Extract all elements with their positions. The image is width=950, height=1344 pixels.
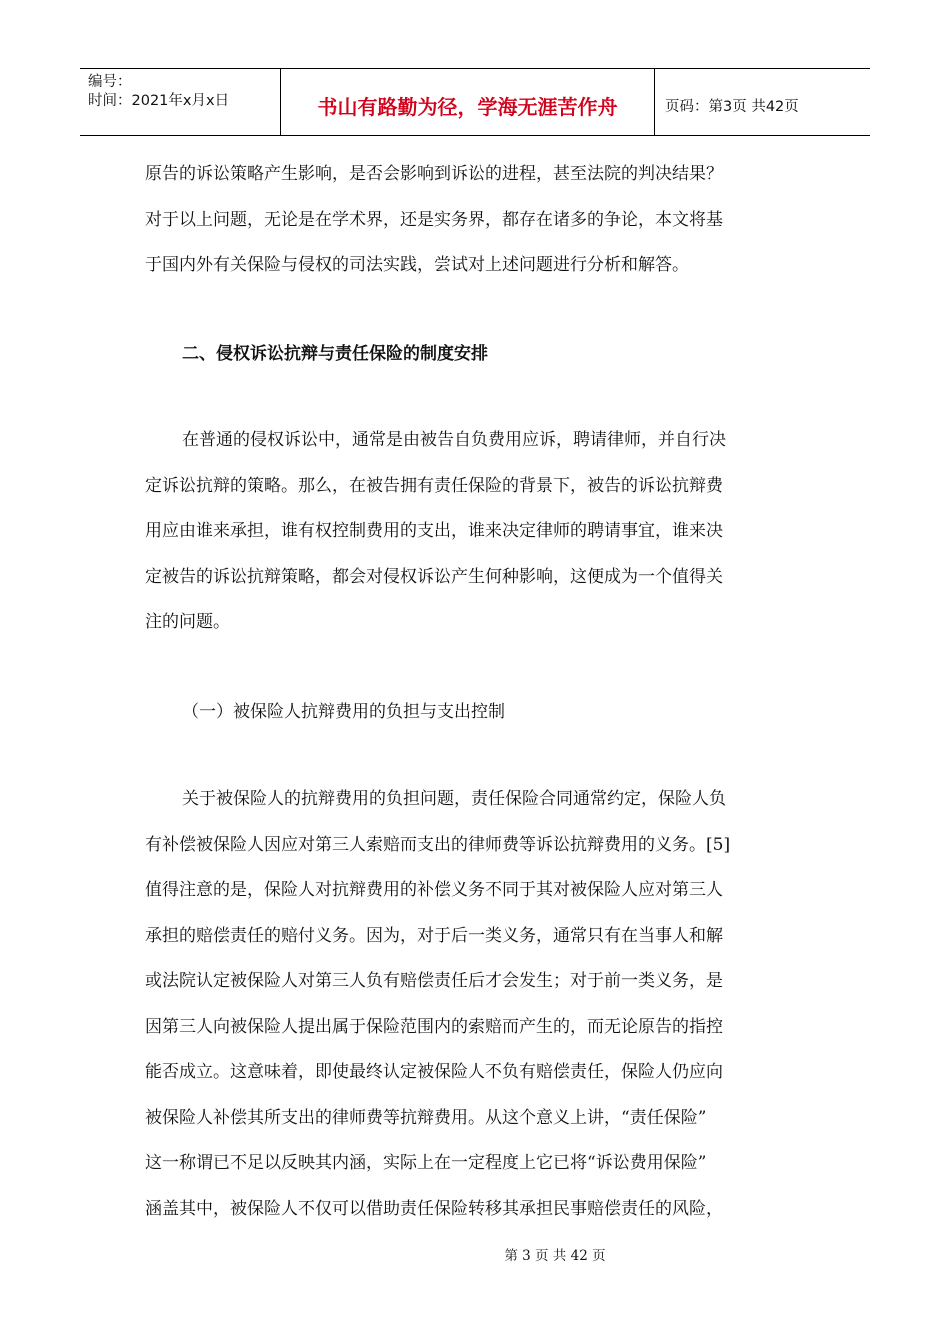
text-line: 关于被保险人的抗辩费用的负担问题，责任保险合同通常约定，保险人负	[182, 789, 726, 809]
text-line: 定被告的诉讼抗辩策略，都会对侵权诉讼产生何种影响，这便成为一个值得关	[145, 566, 723, 587]
text-line: 对于以上问题，无论是在学术界，还是实务界，都存在诸多的争论，本文将基	[145, 209, 723, 230]
text-line: 值得注意的是，保险人对抗辩费用的补偿义务不同于其对被保险人应对第三人	[145, 880, 723, 900]
header-motto: 书山有路勤为径，学海无涯苦作舟	[281, 69, 655, 135]
text-line: 有补偿被保险人因应对第三人索赔而支出的律师费等诉讼抗辩费用的义务。[5]	[145, 834, 731, 855]
header-page-info: 页码：第3页 共42页	[665, 98, 799, 115]
paragraph-2	[145, 418, 805, 646]
text-line: 涵盖其中，被保险人不仅可以借助责任保险转移其承担民事赔偿责任的风险，	[145, 1198, 723, 1219]
text-line: 因第三人向被保险人提出属于保险范围内的索赔而产生的，而无论原告的指控	[145, 1016, 723, 1037]
text-line: 用应由谁来承担，谁有权控制费用的支出，谁来决定律师的聘请事宜，谁来决	[145, 521, 723, 541]
document-number-label: 编号：	[88, 74, 132, 90]
header-meta	[80, 69, 281, 135]
text-line: 这一称谓已不足以反映其内涵，实际上在一定程度上它已将“诉讼费用保险”	[145, 1153, 707, 1173]
section-heading: 二、侵权诉讼抗辩与责任保险的制度安排	[182, 344, 488, 364]
text-line: 被保险人补偿其所支出的律师费等抗辩费用。从这个意义上讲，“责任保险”	[145, 1107, 707, 1128]
subsection-heading: （一）被保险人抗辩费用的负担与支出控制	[182, 702, 505, 722]
text-line: 能否成立。这意味着，即使最终认定被保险人不负有赔偿责任，保险人仍应向	[145, 1062, 723, 1082]
text-line: 承担的赔偿责任的赔付义务。因为，对于后一类义务，通常只有在当事人和解	[145, 925, 723, 946]
paragraph-3	[145, 777, 805, 1232]
page-footer: 第 3 页 共 42 页	[504, 1248, 606, 1264]
text-line: 或法院认定被保险人对第三人负有赔偿责任后才会发生；对于前一类义务，是	[145, 971, 723, 991]
document-date: 时间：2021年x月x日	[88, 93, 230, 109]
text-line: 定诉讼抗辩的策略。那么，在被告拥有责任保险的背景下，被告的诉讼抗辩费	[145, 475, 723, 496]
text-line: 注的问题。	[145, 612, 230, 632]
text-line: 于国内外有关保险与侵权的司法实践，尝试对上述问题进行分析和解答。	[145, 255, 689, 275]
text-line: 在普通的侵权诉讼中，通常是由被告自负费用应诉，聘请律师，并自行决	[182, 430, 726, 450]
header-table	[80, 68, 870, 136]
paragraph-1	[145, 152, 805, 289]
text-line: 原告的诉讼策略产生影响，是否会影响到诉讼的进程，甚至法院的判决结果？	[145, 164, 723, 184]
